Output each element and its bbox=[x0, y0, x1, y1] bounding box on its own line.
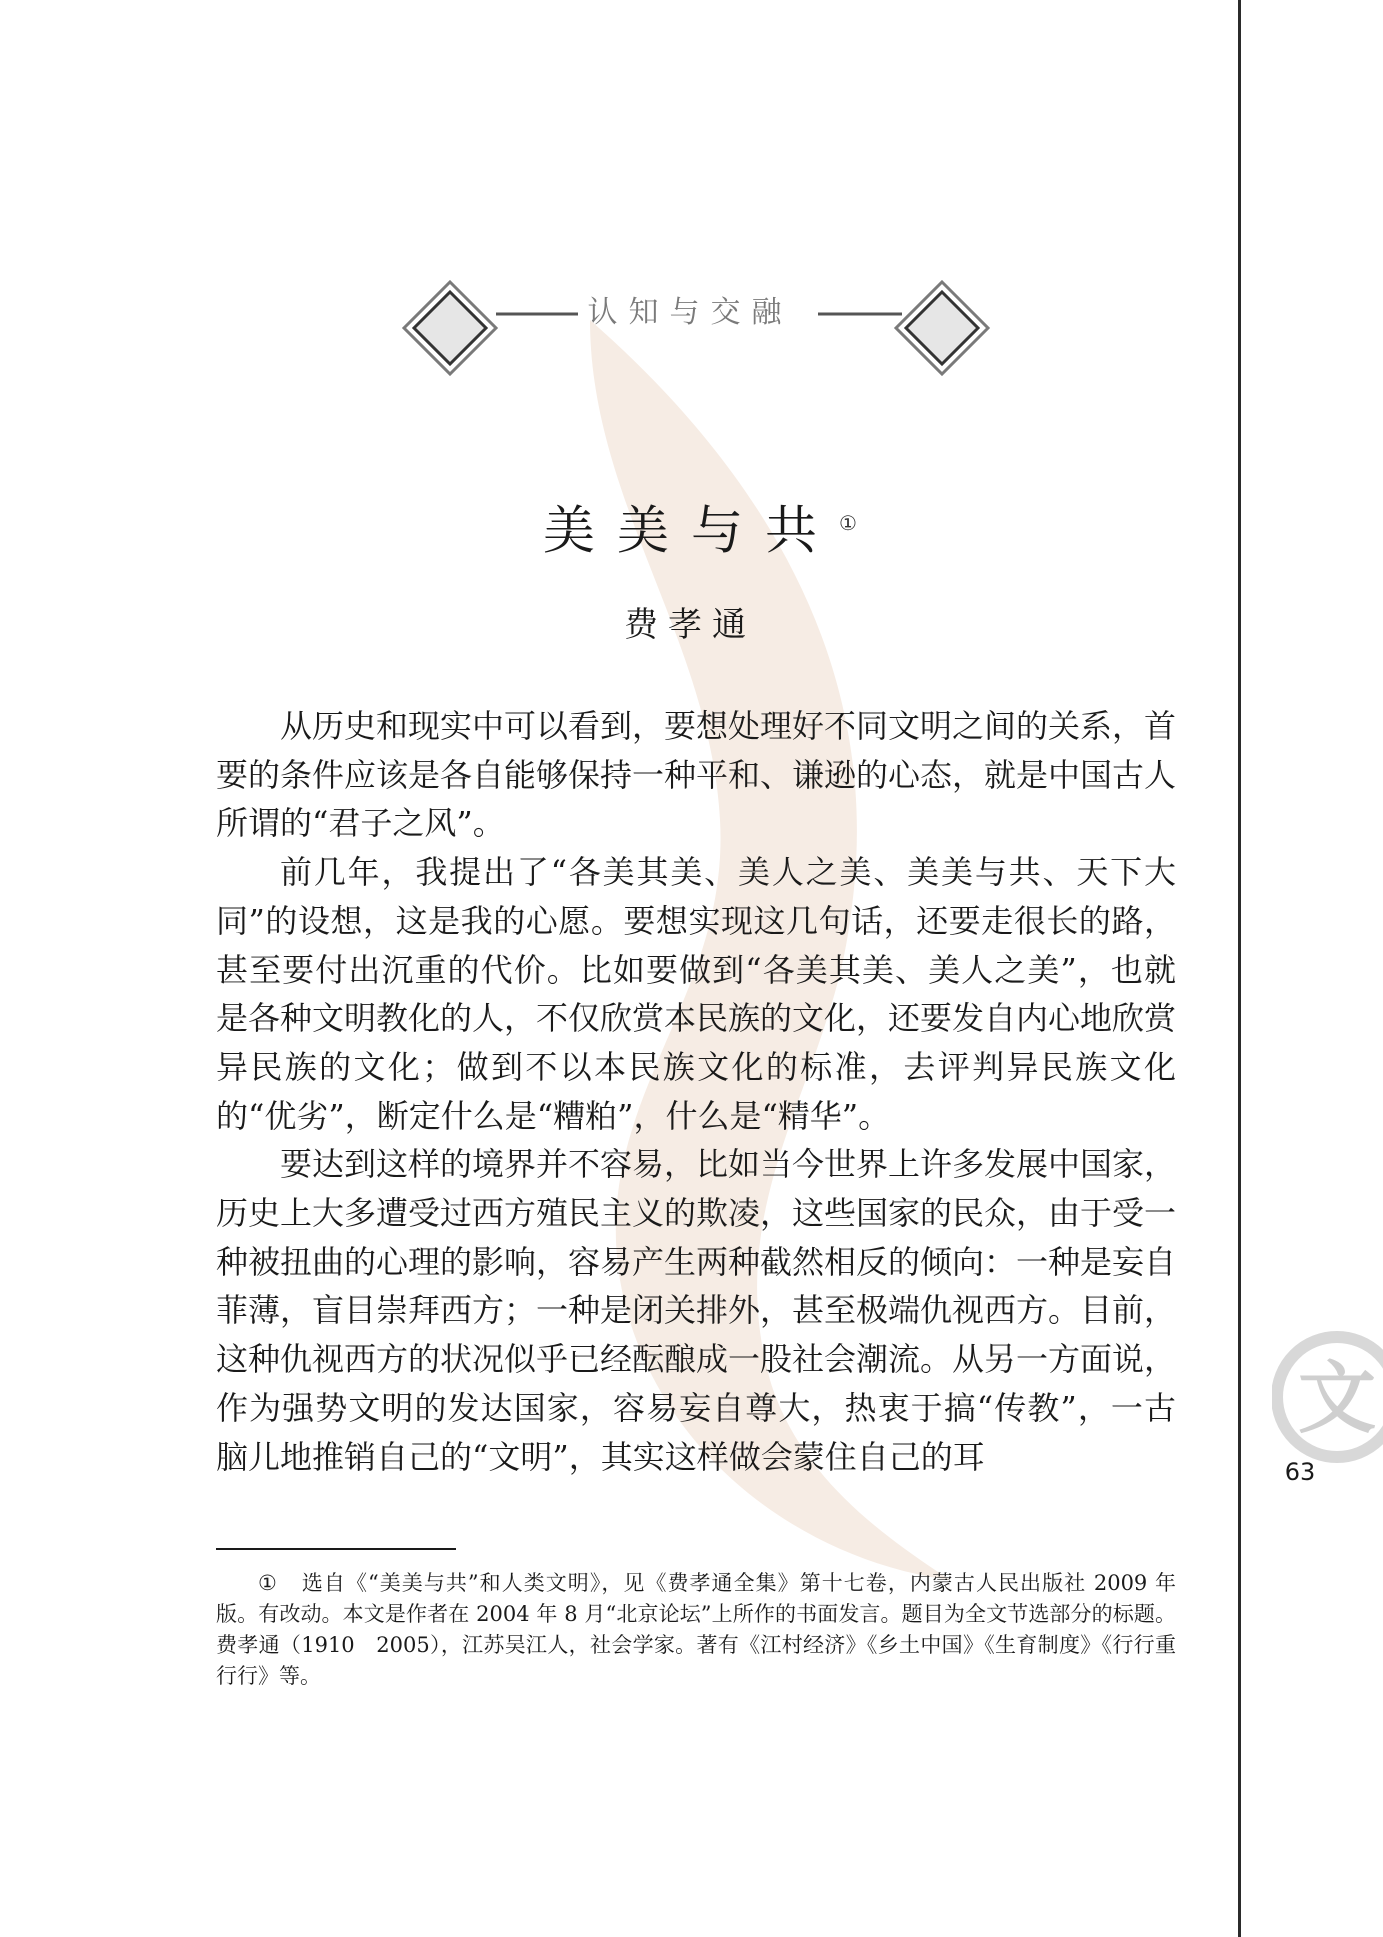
article-body bbox=[216, 702, 1176, 1481]
page-number: 63 bbox=[1284, 1458, 1316, 1486]
author-name: 费孝通 bbox=[624, 605, 756, 645]
seal-character: 文 bbox=[1297, 1354, 1377, 1444]
section-heading: 认知与交融 bbox=[587, 295, 793, 330]
article-title-text: 美美与共 bbox=[543, 501, 840, 562]
left-diamond-icon bbox=[404, 282, 496, 374]
article-title bbox=[500, 488, 900, 568]
footnote bbox=[216, 1568, 1176, 1692]
paragraph: 从历史和现实中可以看到，要想处理好不同文明之间的关系，首要的条件应该是各自能够保持一种平和、谦逊的心态，就是中国古人所谓的“君子之风”。 bbox=[216, 707, 1177, 843]
wen-seal-icon bbox=[1272, 1325, 1383, 1470]
footnote-marker: ① bbox=[258, 1571, 278, 1595]
footnote-divider bbox=[216, 1548, 456, 1550]
paragraph: 要达到这样的境界并不容易，比如当今世界上许多发展中国家，历史上大多遭受过西方殖民主义的欺凌，这些国家的民众，由于受一种被扭曲的心理的影响，容易产生两种截然相反的倾向：一种是妄自菲薄，盲目崇拜西方；一种是闭关排外，甚至极端仇视西方。目前，这种仇视西方的状况似乎已经酝酿成一股社会潮流。从另一方面说，作为强势文明的发达国家，容易妄自尊大，热衷于搞“传教”，一古脑儿地推销自己的“文明”，其实这样做会蒙住自己的耳 bbox=[216, 1145, 1177, 1476]
paragraph: 前几年，我提出了“各美其美、美人之美、美美与共、天下大同”的设想，这是我的心愿。要想实现这几句话，还要走很长的路，甚至要付出沉重的代价。比如要做到“各美其美、美人之美”，也就是各种文明教化的人，不仅欣赏本民族的文化，还要发自内心地欣赏异民族的文化；做到不以本民族文化的标准，去评判异民族文化的“优劣”，断定什么是“糟粕”，什么是“精华”。 bbox=[216, 853, 1177, 1135]
right-diamond-icon bbox=[896, 282, 988, 374]
footnote-paragraph bbox=[216, 1568, 1176, 1692]
footnote-text: 选自《“美美与共”和人类文明》，见《费孝通全集》第十七卷，内蒙古人民出版社 2009 年版。有改动。本文是作者在 2004 年 8 月“北京论坛”上所作的书面发言。题目为全文节选部分的标题。费孝通（1910 2005），江苏吴江人，社会学家。著有《江村经济》《乡土中国》《生育制度》《行行重行行》等。 bbox=[216, 1571, 1177, 1688]
title-footnote-marker[interactable]: ① bbox=[839, 511, 857, 535]
